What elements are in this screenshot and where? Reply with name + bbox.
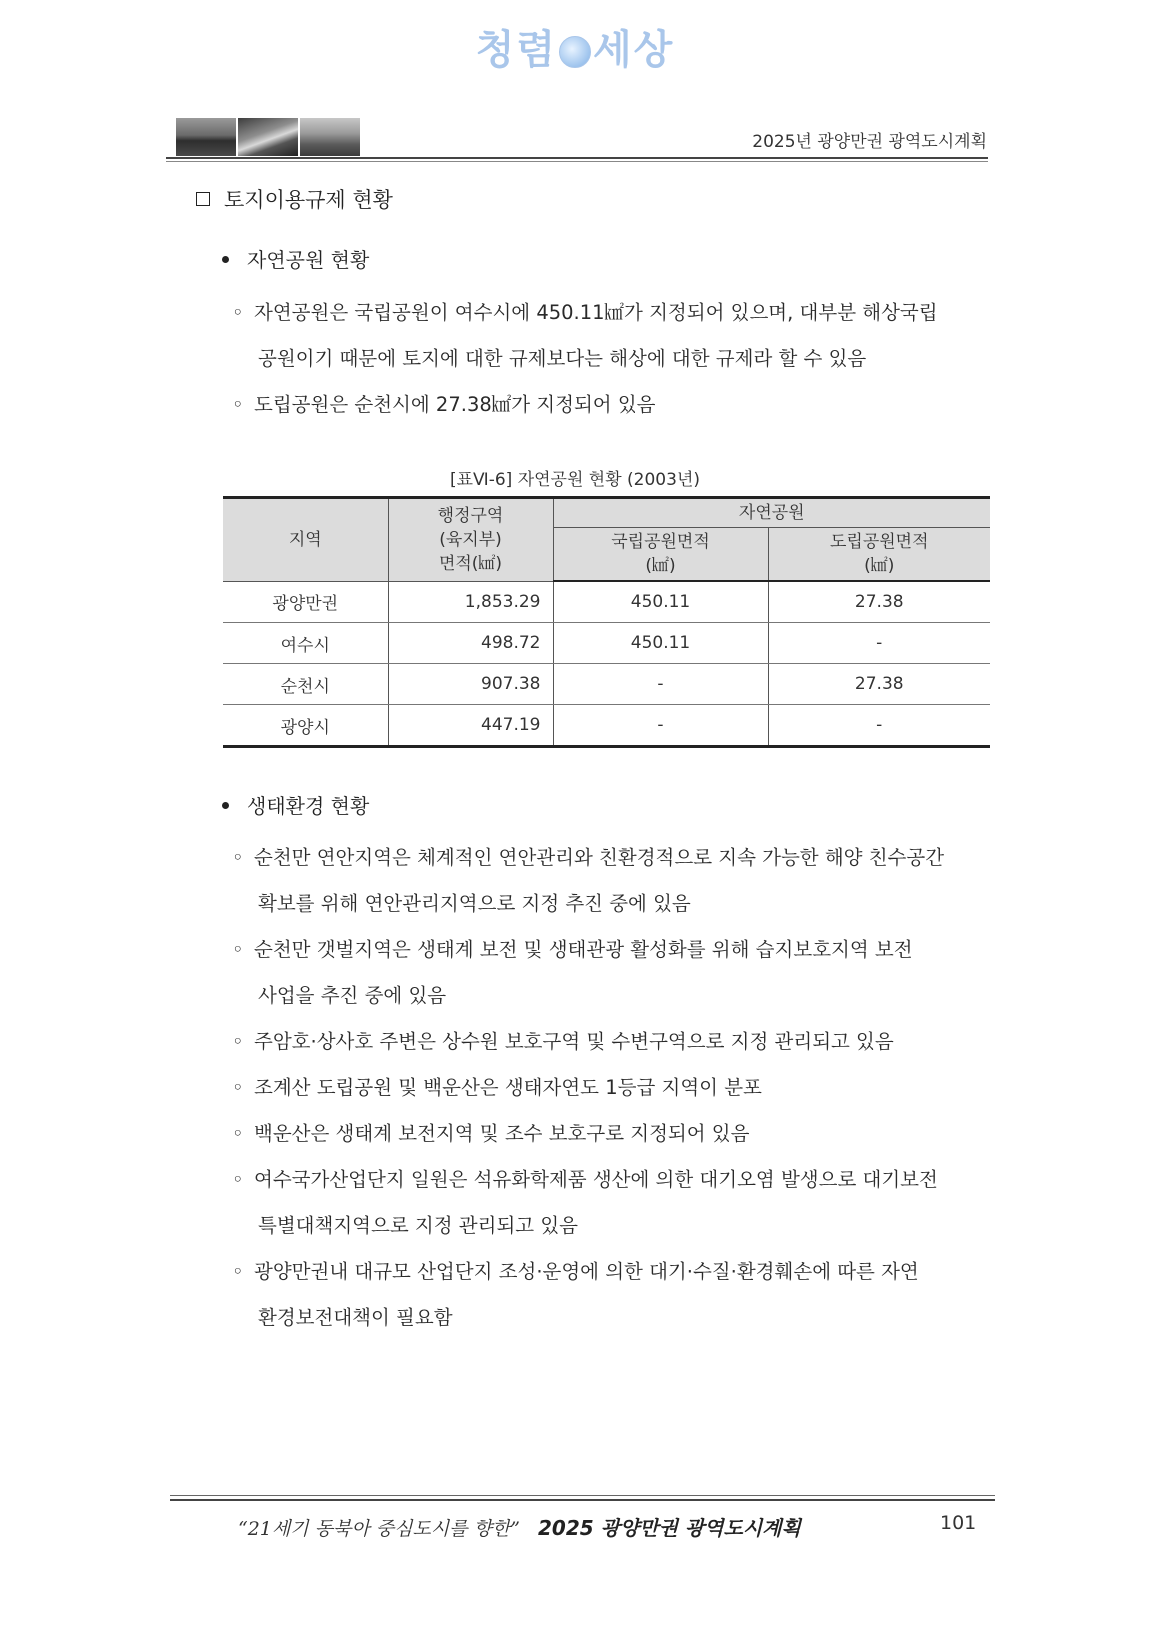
- logo: [0, 18, 1150, 75]
- list-item: ◦ 광양만권내 대규모 산업단지 조성·운영에 의한 대기·수질·환경훼손에 따른 자연: [232, 1249, 944, 1295]
- list-item: ◦ 여수국가산업단지 일원은 석유화학제품 생산에 의한 대기오염 발생으로 대기보전: [232, 1157, 944, 1203]
- list-item-cont: 공원이기 때문에 토지에 대한 규제보다는 해상에 대한 규제라 할 수 있음: [258, 347, 867, 370]
- cell-provincial: -: [768, 623, 990, 664]
- list-item-cont: 확보를 위해 연안관리지역으로 지정 추진 중에 있음: [258, 892, 691, 915]
- park-heading-text: 자연공원 현황: [247, 248, 370, 272]
- list-item: ◦ 조계산 도립공원 및 백운산은 생태자연도 1등급 지역이 분포: [232, 1065, 944, 1111]
- list-item: ◦ 순천만 갯벌지역은 생태계 보전 및 생태관광 활성화를 위해 습지보호지역 보전: [232, 927, 944, 973]
- bullet-dot-icon: [222, 802, 229, 809]
- cell-area: 498.72: [388, 623, 553, 664]
- cell-region: 광양시: [223, 705, 388, 747]
- cell-provincial: 27.38: [768, 581, 990, 623]
- eco-heading-text: 생태환경 현황: [247, 794, 370, 818]
- small-circle-icon: ◦: [232, 393, 244, 416]
- small-circle-icon: ◦: [232, 301, 244, 324]
- footer-plan-title: 2025 광양만권 광역도시계획: [537, 1516, 801, 1540]
- page-number: 101: [940, 1512, 977, 1534]
- small-circle-icon: ◦: [232, 938, 244, 961]
- river-photo: [238, 118, 298, 156]
- list-item: ◦ 주암호·상사호 주변은 상수원 보호구역 및 수변구역으로 지정 관리되고 있음: [232, 1019, 944, 1065]
- small-circle-icon: ◦: [232, 1122, 244, 1145]
- table-row: [223, 581, 990, 623]
- cell-area: 907.38: [388, 664, 553, 705]
- section-title-text: 토지이용규제 현황: [224, 188, 393, 212]
- landscape-photo: [176, 118, 236, 156]
- cell-region: 순천시: [223, 664, 388, 705]
- header-divider: [166, 157, 988, 159]
- list-item: ◦ 도립공원은 순천시에 27.38㎢가 지정되어 있음: [232, 382, 938, 428]
- park-list: [232, 290, 938, 428]
- cell-region: 광양만권: [223, 581, 388, 623]
- table-row: [223, 623, 990, 664]
- col-header-area: 행정구역 (육지부) 면적(㎢): [388, 498, 553, 582]
- small-circle-icon: ◦: [232, 1168, 244, 1191]
- cell-area: 447.19: [388, 705, 553, 747]
- small-circle-icon: ◦: [232, 1076, 244, 1099]
- globe-icon: [559, 36, 591, 68]
- list-item-cont: 사업을 추진 중에 있음: [258, 984, 447, 1007]
- eco-list: [232, 835, 944, 1341]
- col-header-park: 자연공원: [553, 498, 990, 528]
- footer-slogan: “21세기 동북아 중심도시를 향한”: [238, 1518, 520, 1540]
- bullet-dot-icon: [222, 256, 229, 263]
- table-row: [223, 705, 990, 747]
- section-title: [196, 184, 393, 214]
- col-header-provincial: 도립공원면적 (㎢): [768, 528, 990, 582]
- checkbox-square-icon: [196, 192, 210, 206]
- park-heading: [222, 244, 369, 273]
- header-title: 2025년 광양만권 광역도시계획: [752, 132, 987, 152]
- cell-provincial: 27.38: [768, 664, 990, 705]
- footer-divider: [170, 1499, 995, 1501]
- cell-region: 여수시: [223, 623, 388, 664]
- list-item: ◦ 순천만 연안지역은 체계적인 연안관리와 친환경적으로 지속 가능한 해양 친수공간: [232, 835, 944, 881]
- cell-national: -: [553, 664, 768, 705]
- list-item: ◦ 백운산은 생태계 보전지역 및 조수 보호구로 지정되어 있음: [232, 1111, 944, 1157]
- footer: [238, 1512, 801, 1541]
- small-circle-icon: ◦: [232, 846, 244, 869]
- header-photos: [176, 118, 360, 156]
- small-circle-icon: ◦: [232, 1260, 244, 1283]
- small-circle-icon: ◦: [232, 1030, 244, 1053]
- table-row: [223, 664, 990, 705]
- list-item-cont: 환경보전대책이 필요함: [258, 1306, 453, 1329]
- cell-area: 1,853.29: [388, 581, 553, 623]
- footer-divider-thin: [170, 1495, 995, 1496]
- col-header-national: 국립공원면적 (㎢): [553, 528, 768, 582]
- logo-text-left: 청렴: [475, 27, 557, 73]
- cell-provincial: -: [768, 705, 990, 747]
- cell-national: 450.11: [553, 581, 768, 623]
- cell-national: -: [553, 705, 768, 747]
- bridge-photo: [300, 118, 360, 156]
- header-divider-thin: [166, 161, 988, 162]
- list-item: ◦ 자연공원은 국립공원이 여수시에 450.11㎢가 지정되어 있으며, 대부분 해상국립: [232, 290, 938, 336]
- park-table: [223, 496, 990, 748]
- col-header-region: 지역: [223, 498, 388, 582]
- eco-heading: [222, 790, 369, 819]
- logo-text-right: 세상: [593, 27, 675, 73]
- table-caption: [표Ⅵ-6] 자연공원 현황 (2003년): [449, 470, 700, 490]
- cell-national: 450.11: [553, 623, 768, 664]
- list-item-cont: 특별대책지역으로 지정 관리되고 있음: [258, 1214, 578, 1237]
